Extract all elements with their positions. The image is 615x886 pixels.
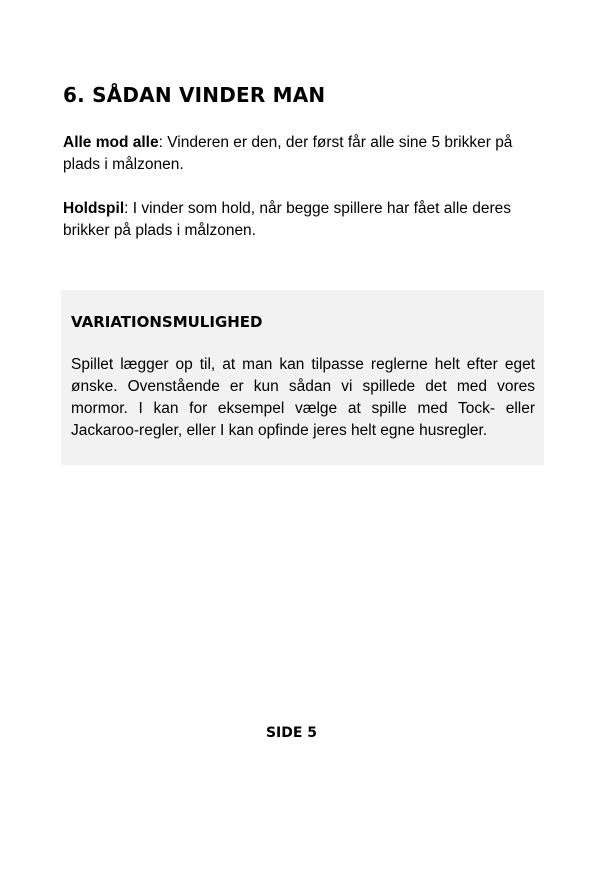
variation-box	[61, 290, 544, 465]
rule-text: : I vinder som hold, når begge spillere har fået alle deres brikker på plads i målzonen.	[63, 200, 511, 239]
rule-all-vs-all	[63, 132, 533, 176]
rule-label: Alle mod alle	[63, 134, 159, 151]
page-number: SIDE 5	[265, 725, 318, 741]
variation-text: Spillet lægger op til, at man kan tilpasse reglerne helt efter eget ønske. Ovenstående er kun sådan vi spillede det med vores mormor. I kan for eksempel vælge at spille med Tock- eller Jackaroo-regler, eller I kan opfinde jeres helt egne husregler.	[71, 356, 535, 439]
rule-team-play	[63, 198, 533, 242]
section-heading: 6. SÅDAN VINDER MAN	[63, 83, 326, 107]
rule-text: : Vinderen er den, der først får alle sine 5 brikker på plads i målzonen.	[63, 134, 513, 173]
variation-title: VARIATIONSMULIGHED	[71, 313, 263, 331]
rule-label: Holdspil	[63, 200, 125, 217]
